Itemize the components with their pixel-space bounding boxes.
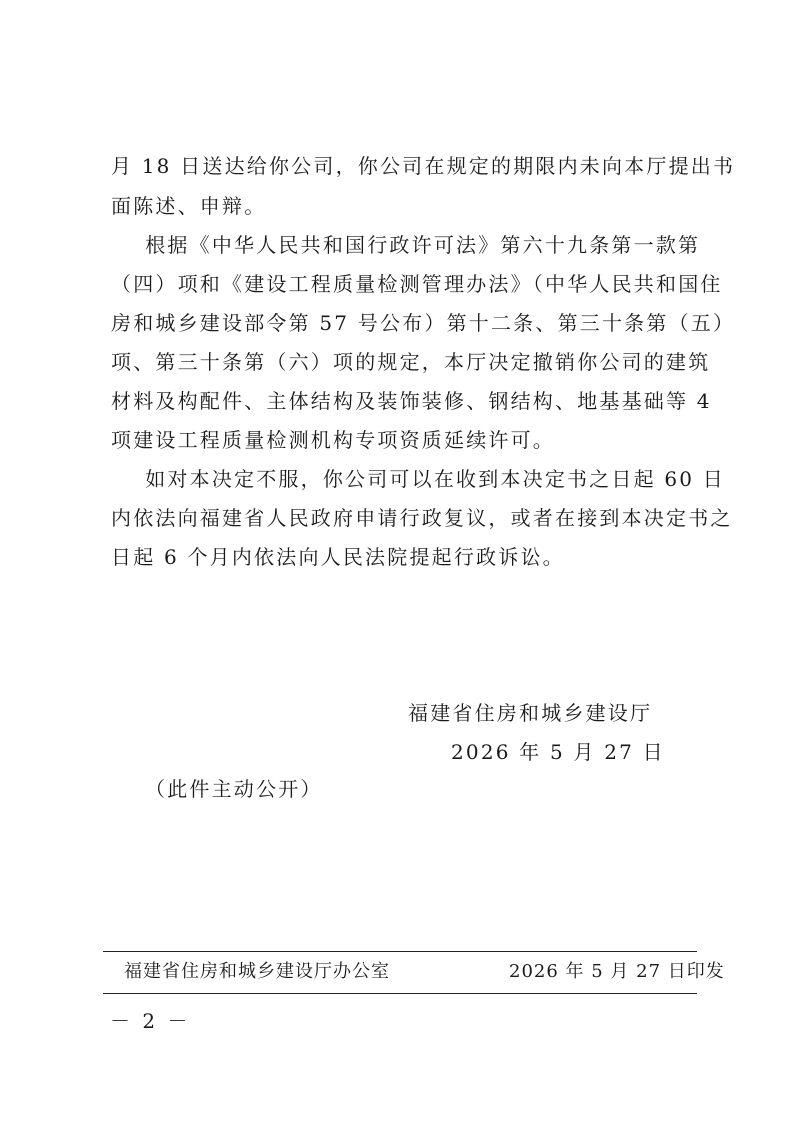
body-line: 材料及构配件、主体结构及装饰装修、钢结构、地基基础等 4 — [111, 389, 712, 413]
issue-date: 2026 年 5 月 27 日 — [451, 740, 665, 764]
body-line: 如对本决定不服，你公司可以在收到本决定书之日起 60 日 — [111, 467, 725, 491]
body-line: 项建设工程质量检测机构专项资质延续许可。 — [111, 428, 555, 452]
public-disclosure-note: （此件主动公开） — [145, 777, 323, 801]
footer-print-date: 2026 年 5 月 27 日印发 — [509, 961, 725, 982]
body-line: （四）项和《建设工程质量检测管理办法》（中华人民共和国住 — [111, 272, 723, 296]
body-line: 月 18 日送达给你公司，你公司在规定的期限内未向本厅提出书 — [111, 154, 736, 178]
body-line: 内依法向福建省人民政府申请行政复议，或者在接到本决定书之 — [111, 506, 733, 530]
footer-issuer: 福建省住房和城乡建设厅办公室 — [124, 961, 390, 982]
body-line: 项、第三十条第（六）项的规定，本厅决定撤销你公司的建筑 — [111, 350, 711, 374]
issuing-organization: 福建省住房和城乡建设厅 — [408, 701, 653, 725]
body-line: 面陈述、申辩。 — [111, 194, 267, 218]
footer-top-rule — [103, 951, 697, 952]
body-line: 房和城乡建设部令第 57 号公布）第十二条、第三十条第（五） — [111, 311, 736, 335]
page-number: － 2 － — [110, 1009, 191, 1033]
body-line: 日起 6 个月内依法向人民法院提起行政诉讼。 — [111, 545, 565, 569]
body-line: 根据《中华人民共和国行政许可法》第六十九条第一款第 — [111, 233, 701, 257]
footer-bottom-rule — [103, 993, 697, 994]
